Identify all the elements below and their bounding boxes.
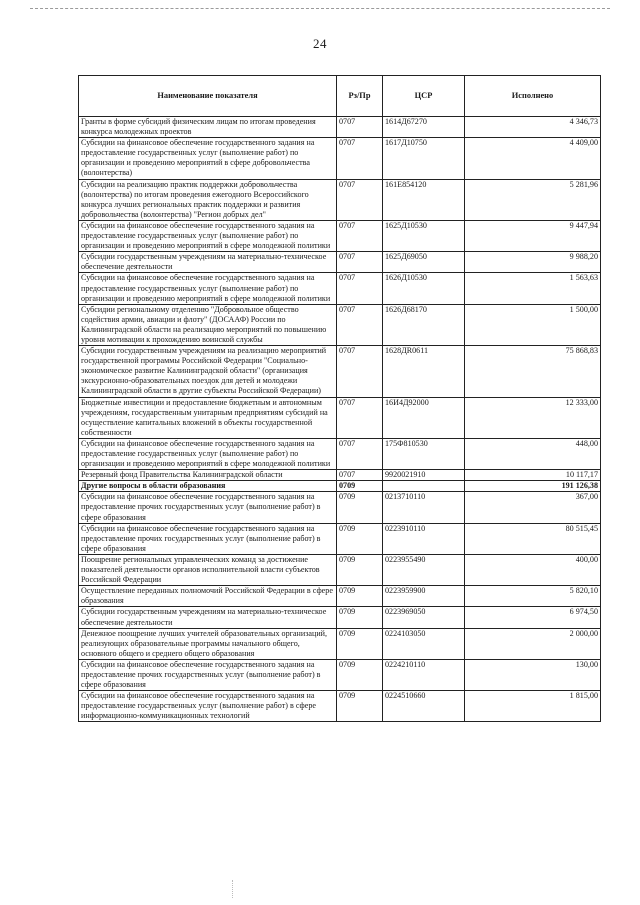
row-value: 80 515,45 bbox=[465, 523, 601, 554]
row-rz: 0707 bbox=[337, 304, 383, 345]
row-value: 191 126,38 bbox=[465, 481, 601, 492]
row-name: Субсидии государственным учреждениям на материально-техническое обеспечение деятельности bbox=[79, 607, 337, 628]
row-value: 9 988,20 bbox=[465, 252, 601, 273]
table-row bbox=[79, 304, 601, 345]
row-rz: 0707 bbox=[337, 179, 383, 220]
row-name: Поощрение региональных управленческих команд за достижение показателей деятельности органов исполнительной власти субъектов Российской Федерации bbox=[79, 554, 337, 585]
row-name: Резервный фонд Правительства Калининградской области bbox=[79, 470, 337, 481]
table-row bbox=[79, 481, 601, 492]
row-rz: 0707 bbox=[337, 438, 383, 469]
header-name: Наименование показателя bbox=[79, 76, 337, 117]
row-rz: 0709 bbox=[337, 628, 383, 659]
row-csr: 1628ДR0611 bbox=[383, 346, 465, 397]
row-value: 4 346,73 bbox=[465, 117, 601, 138]
row-value: 1 563,63 bbox=[465, 273, 601, 304]
table-row bbox=[79, 586, 601, 607]
row-csr: 0223955490 bbox=[383, 554, 465, 585]
row-value: 1 500,00 bbox=[465, 304, 601, 345]
row-name: Бюджетные инвестиции и предоставление бюджетным и автономным учреждениям, государственным унитарным предприятиям субсидий на осуществление капитальных вложений в объекты государственной собственности bbox=[79, 397, 337, 438]
row-value: 5 281,96 bbox=[465, 179, 601, 220]
row-csr: 1625Д69050 bbox=[383, 252, 465, 273]
table-row bbox=[79, 179, 601, 220]
row-rz: 0707 bbox=[337, 397, 383, 438]
header-csr: ЦСР bbox=[383, 76, 465, 117]
row-csr: 0224103050 bbox=[383, 628, 465, 659]
row-csr bbox=[383, 481, 465, 492]
table-row bbox=[79, 470, 601, 481]
row-name: Субсидии государственным учреждениям на материально-техническое обеспечение деятельности bbox=[79, 252, 337, 273]
budget-table bbox=[78, 75, 601, 722]
row-csr: 161Е854120 bbox=[383, 179, 465, 220]
row-value: 6 974,50 bbox=[465, 607, 601, 628]
row-name: Гранты в форме субсидий физическим лицам по итогам проведения конкурса молодежных проектов bbox=[79, 117, 337, 138]
row-name: Субсидии на финансовое обеспечение государственного задания на предоставление государственных услуг (выполнение работ) по организации и проведению мероприятий в сфере молодежной политики bbox=[79, 273, 337, 304]
row-rz: 0709 bbox=[337, 607, 383, 628]
row-rz: 0707 bbox=[337, 252, 383, 273]
row-csr: 9920021910 bbox=[383, 470, 465, 481]
row-value: 130,00 bbox=[465, 659, 601, 690]
row-csr: 1626Д10530 bbox=[383, 273, 465, 304]
row-name: Другие вопросы в области образования bbox=[79, 481, 337, 492]
table-row bbox=[79, 138, 601, 179]
page-number: 24 bbox=[313, 36, 327, 51]
row-rz: 0709 bbox=[337, 481, 383, 492]
row-value: 400,00 bbox=[465, 554, 601, 585]
table-row bbox=[79, 220, 601, 251]
row-rz: 0707 bbox=[337, 117, 383, 138]
row-name: Субсидии на финансовое обеспечение государственного задания на предоставление прочих государственных услуг (выполнение работ) в сфере образования bbox=[79, 659, 337, 690]
table-row bbox=[79, 523, 601, 554]
row-name: Субсидии на финансовое обеспечение государственного задания на предоставление прочих государственных услуг (выполнение работ) в сфере образования bbox=[79, 492, 337, 523]
row-rz: 0707 bbox=[337, 346, 383, 397]
row-value: 367,00 bbox=[465, 492, 601, 523]
row-name: Осуществление переданных полномочий Российской Федерации в сфере образования bbox=[79, 586, 337, 607]
table-row bbox=[79, 273, 601, 304]
row-csr: 1617Д10750 bbox=[383, 138, 465, 179]
table-row bbox=[79, 117, 601, 138]
row-rz: 0707 bbox=[337, 220, 383, 251]
row-name: Субсидии на финансовое обеспечение государственного задания на предоставление государственных услуг (выполнение работ) по организации и проведению мероприятий в сфере добровольчества (волонтерства) bbox=[79, 138, 337, 179]
row-rz: 0709 bbox=[337, 554, 383, 585]
row-name: Денежное поощрение лучших учителей образовательных организаций, реализующих образовательные программы начального общего, основного общего и среднего общего образования bbox=[79, 628, 337, 659]
row-value: 448,00 bbox=[465, 438, 601, 469]
row-name: Субсидии на финансовое обеспечение государственного задания на предоставление прочих государственных услуг (выполнение работ) в сфере образования bbox=[79, 523, 337, 554]
row-name: Субсидии на реализацию практик поддержки добровольчества (волонтерства) по итогам проведения ежегодного Всероссийского конкурса лучших региональных практик поддержки и развития добровольчества (волонтерства) "Регион добрых дел" bbox=[79, 179, 337, 220]
row-csr: 0223910110 bbox=[383, 523, 465, 554]
row-csr: 0223959900 bbox=[383, 586, 465, 607]
row-csr: 1614Д67270 bbox=[383, 117, 465, 138]
row-value: 5 820,10 bbox=[465, 586, 601, 607]
row-rz: 0709 bbox=[337, 691, 383, 722]
row-csr: 0224210110 bbox=[383, 659, 465, 690]
table-row bbox=[79, 397, 601, 438]
row-csr: 1625Д10530 bbox=[383, 220, 465, 251]
row-value: 9 447,94 bbox=[465, 220, 601, 251]
row-value: 12 333,00 bbox=[465, 397, 601, 438]
row-value: 10 117,17 bbox=[465, 470, 601, 481]
row-csr: 175Ф810530 bbox=[383, 438, 465, 469]
row-name: Субсидии на финансовое обеспечение государственного задания на предоставление государственных услуг (выполнение работ) по организации и проведению мероприятий в сфере молодежной политики bbox=[79, 438, 337, 469]
row-name: Субсидии на финансовое обеспечение государственного задания на предоставление государственных услуг (выполнение работ) в сфере информационно-коммуникационных технологий bbox=[79, 691, 337, 722]
row-value: 75 868,83 bbox=[465, 346, 601, 397]
scan-mark bbox=[232, 880, 234, 898]
row-value: 4 409,00 bbox=[465, 138, 601, 179]
table-row bbox=[79, 492, 601, 523]
table-row bbox=[79, 346, 601, 397]
header-value: Исполнено bbox=[465, 76, 601, 117]
row-rz: 0709 bbox=[337, 659, 383, 690]
row-csr: 16И4Д92000 bbox=[383, 397, 465, 438]
row-csr: 1626Д68170 bbox=[383, 304, 465, 345]
row-value: 1 815,00 bbox=[465, 691, 601, 722]
row-name: Субсидии региональному отделению "Добровольное общество содействия армии, авиации и флоту" (ДОСААФ) России по Калининградской области на реализацию мероприятий по повышению уровня мотивации к прохождению воинской службы bbox=[79, 304, 337, 345]
row-rz: 0709 bbox=[337, 492, 383, 523]
top-page-border bbox=[30, 8, 610, 9]
table-row bbox=[79, 252, 601, 273]
row-name: Субсидии на финансовое обеспечение государственного задания на предоставление государственных услуг (выполнение работ) по организации и проведению мероприятий в сфере молодежной политики bbox=[79, 220, 337, 251]
row-rz: 0707 bbox=[337, 470, 383, 481]
row-csr: 0223969050 bbox=[383, 607, 465, 628]
table-row bbox=[79, 554, 601, 585]
header-rz: Рз/Пр bbox=[337, 76, 383, 117]
table-row bbox=[79, 438, 601, 469]
table-row bbox=[79, 628, 601, 659]
row-csr: 0213710110 bbox=[383, 492, 465, 523]
row-name: Субсидии государственным учреждениям на реализацию мероприятий государственной программы Российской Федерации "Социально-экономическое развитие Калининградской области" (организация экскурсионно-образовательных поездок для детей и молодежи Калининградской области в другие субъекты Российской Федерации) bbox=[79, 346, 337, 397]
row-rz: 0707 bbox=[337, 138, 383, 179]
table-row bbox=[79, 691, 601, 722]
row-value: 2 000,00 bbox=[465, 628, 601, 659]
row-rz: 0707 bbox=[337, 273, 383, 304]
table-row bbox=[79, 659, 601, 690]
row-rz: 0709 bbox=[337, 586, 383, 607]
table-header-row bbox=[79, 76, 601, 117]
table-row bbox=[79, 607, 601, 628]
row-rz: 0709 bbox=[337, 523, 383, 554]
row-csr: 0224510660 bbox=[383, 691, 465, 722]
